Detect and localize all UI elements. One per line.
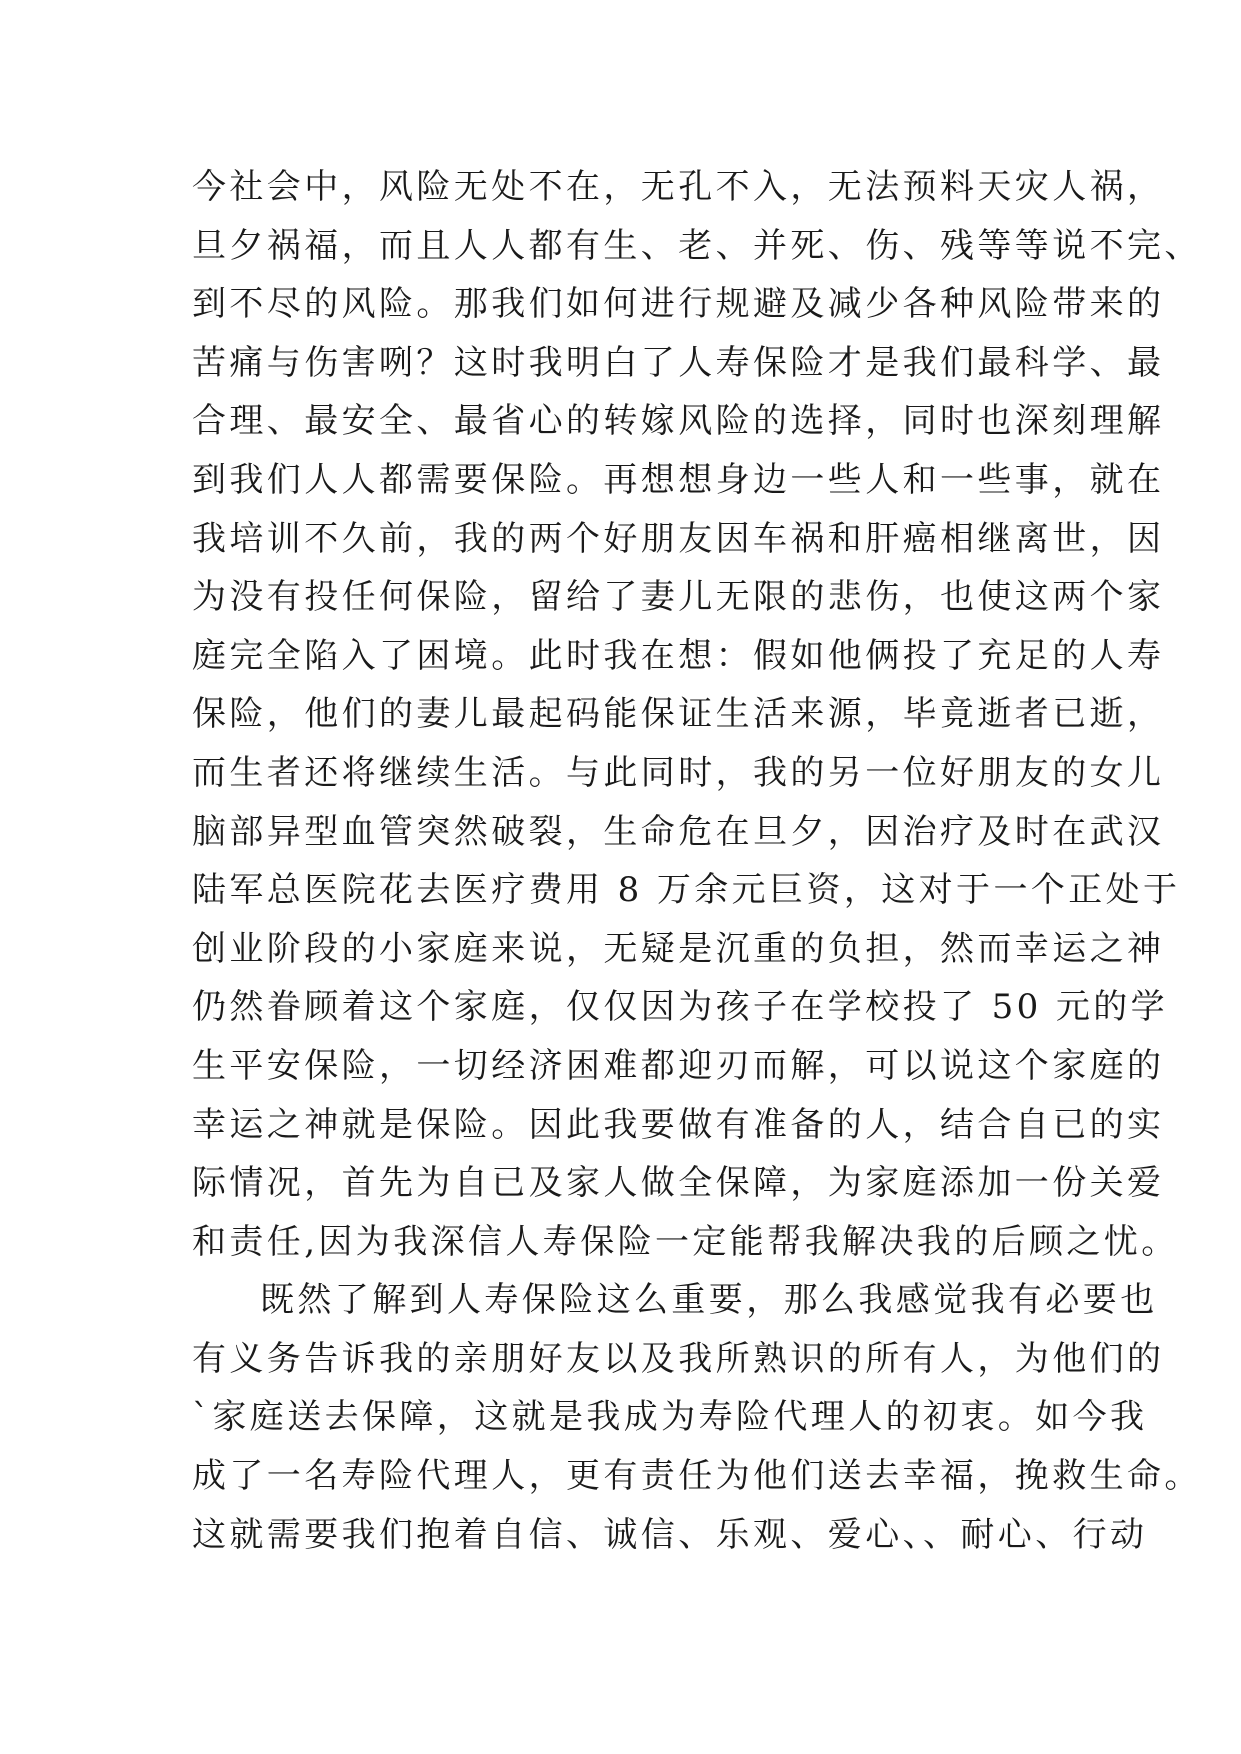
text-line: 合理、最安全、最省心的转嫁风险的选择，同时也深刻理解 (192, 401, 1165, 442)
text-line: 脑部异型血管突然破裂，生命危在旦夕，因治疗及时在武汉 (192, 811, 1165, 852)
text-line: 保险，他们的妻儿最起码能保证生活来源，毕竟逝者已逝， (192, 694, 1165, 735)
text-line: 创业阶段的小家庭来说，无疑是沉重的负担，然而幸运之神 (192, 928, 1165, 969)
text-line: 有义务告诉我的亲朋好友以及我所熟识的所有人，为他们的 (192, 1338, 1165, 1379)
text-line: 和责任,因为我深信人寿保险一定能帮我解决我的后顾之忧。 (192, 1221, 1179, 1262)
text-line: 而生者还将继续生活。与此同时，我的另一位好朋友的女儿 (192, 752, 1165, 793)
text-line: `家庭送去保障，这就是我成为寿险代理人的初衷。如今我 (192, 1397, 1148, 1438)
body-text (192, 158, 1202, 1564)
text-line: 为没有投任何保险，留给了妻儿无限的悲伤，也使这两个家 (192, 577, 1165, 618)
text-line: 我培训不久前，我的两个好朋友因车祸和肝癌相继离世，因 (192, 518, 1165, 559)
paragraph-1 (192, 158, 1202, 1271)
text-line: 庭完全陷入了困境。此时我在想：假如他俩投了充足的人寿 (192, 635, 1165, 676)
text-line: 这就需要我们抱着自信、诚信、乐观、爱心、、耐心、行动 (192, 1514, 1148, 1555)
text-line: 今社会中，风险无处不在，无孔不入，无法预料天灾人祸， (192, 167, 1165, 207)
paragraph-2 (192, 1271, 1202, 1564)
text-line: 仍然眷顾着这个家庭，仅仅因为孩子在学校投了 50 元的学 (192, 987, 1169, 1028)
text-line: 生平安保险，一切经济困难都迎刃而解，可以说这个家庭的 (192, 1045, 1165, 1086)
text-line: 际情况，首先为自已及家人做全保障，为家庭添加一份关爱 (192, 1163, 1165, 1204)
text-line: 幸运之神就是保险。因此我要做有准备的人，结合自已的实 (192, 1104, 1165, 1145)
text-line: 旦夕祸福，而且人人都有生、老、并死、伤、残等等说不完、 (192, 225, 1202, 266)
text-line: 既然了解到人寿保险这么重要，那么我感觉我有必要也 (260, 1280, 1158, 1321)
text-line: 到不尽的风险。那我们如何进行规避及减少各种风险带来的 (192, 284, 1165, 325)
text-line: 苦痛与伤害咧？这时我明白了人寿保险才是我们最科学、最 (192, 342, 1165, 383)
text-line: 成了一名寿险代理人，更有责任为他们送去幸福，挽救生命。 (192, 1456, 1202, 1497)
text-line: 到我们人人都需要保险。再想想身边一些人和一些事，就在 (192, 459, 1165, 500)
text-line: 陆军总医院花去医疗费用 8 万余元巨资，这对于一个正处于 (192, 870, 1181, 911)
